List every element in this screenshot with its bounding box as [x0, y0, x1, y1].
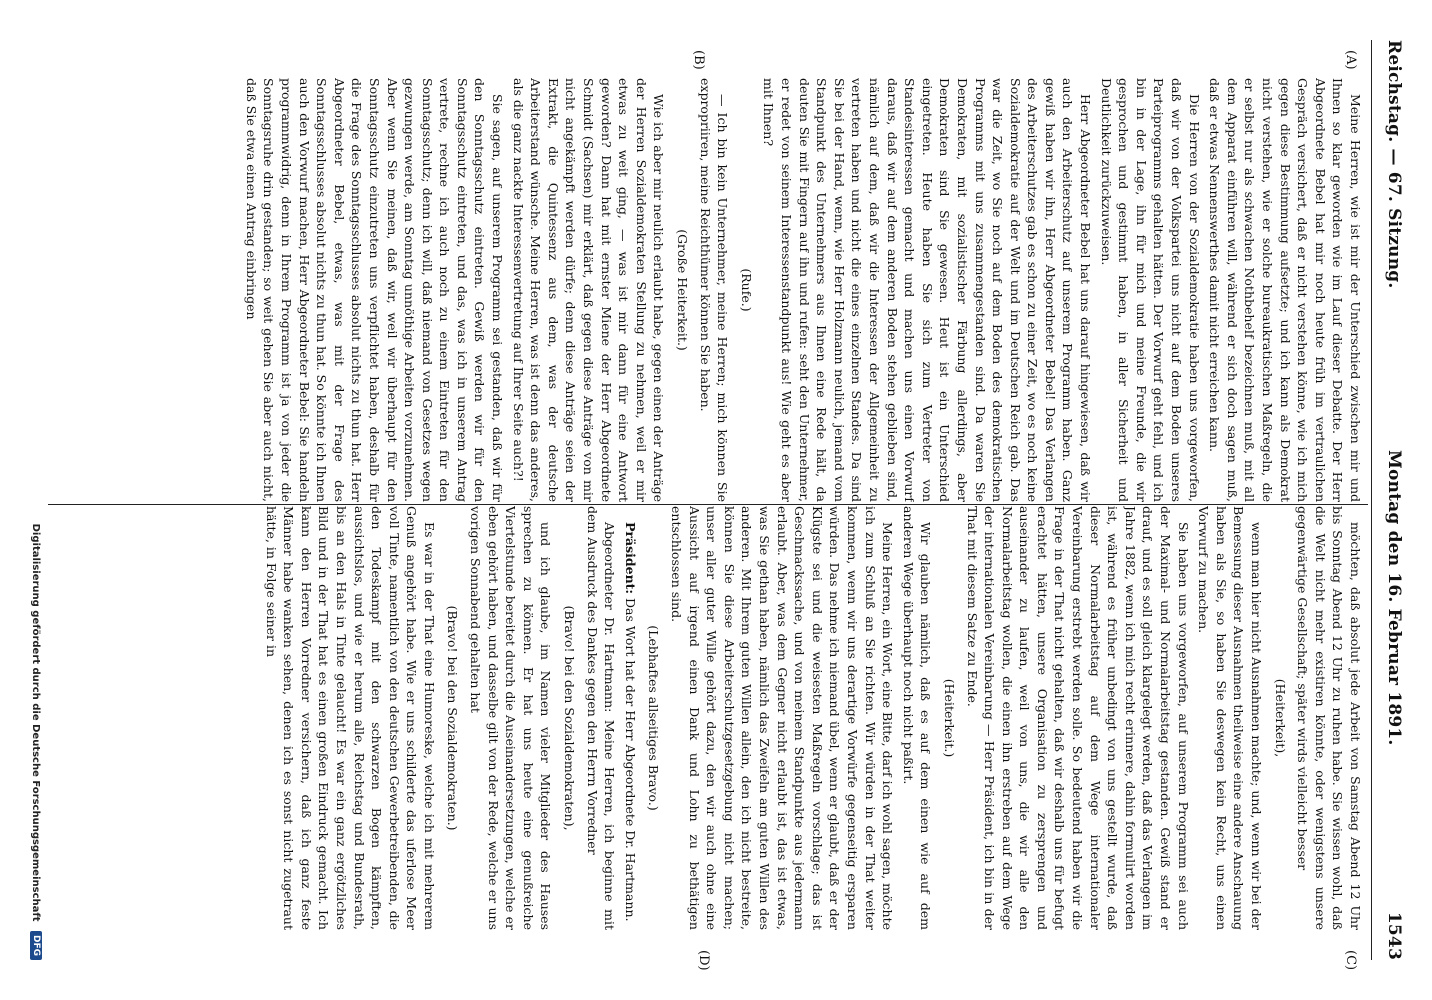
paragraph: Wir glauben nämlich, daß es auf dem einen wie auf dem anderen Wege überhaupt noch nicht paßirt. [900, 506, 934, 930]
rotated-page [6, 10, 1426, 990]
page-header [1374, 40, 1404, 960]
stage-direction: (Bravo! bei den Sozialdemokraten), [562, 605, 578, 831]
left-column [64, 78, 1364, 502]
paragraph: möchten, daß absolut jede Arbeit von Samstag Abend 12 Uhr bis Sonntag Abend 12 Uhr zu ruhen habe. Sie wissen wohl, daß die Welt nicht mehr existiren könnte, oder wenigstens unsere gegenwärtige Gesellschaft; später wirds vielleicht besser [1295, 506, 1363, 930]
paragraph: Wie ich aber mir neulich erlaubt habe, gegen einen der Anträge der Herren Sozialdemokraten Stellung zu nehmen, weil er mir etwas zu weit ging, — was ist mir dann für eine Antwort geworden? Dann hat mit ernster Miene der Herr Abgeordnete Schmidt (Sachsen) mir erklärt, daß gegen diese Anträge von mir nicht angekämpft werden dürfe; denn diese Anträge seien der Extrakt, die Quintessenz aus dem, was der deutsche Arbeiterstand wünsche. Meine Herren, was ist denn das anderes, als die ganz nackte Interessenvertretung auf Ihrer Seite auch?! [510, 78, 667, 502]
paragraph: Herr Abgeordneter Bebel hat uns darauf hingewiesen, daß wir auch den Arbeiterschutz auf unserem Programm haben. Ganz gewiß haben wir ihn, Herr Abgeordneter Bebel! Das Verlangen des Arbeiterschutzes gab es schon zu einer Zeit, wo es noch keine Sozialdemokratie auf der Welt und im Deutschen Reich gab. Das war die Zeit, wo Sie noch auf dem Boden des demokratischen Programms mit uns zusammengestanden sind. Da waren Sie Demokraten, mit sozialistischer Färbung allerdings, aber Demokraten sind Sie gewesen. Heut ist ein Unterschied eingetreten. Heute haben Sie sich zum Vertreter von Standesinteressen gemacht und machen uns einen Vorwurf daraus, daß wir auf dem anderen Boden stehen geblieben sind, nämlich auf dem, daß wir die Interessen der Allgemeinheit zu vertreten haben und nicht die eines einzelnen Standes. Da sind Sie bei der Hand, wenn, wie Herr Holzmann neulich, jemand vom Standpunkt des Unternehmers aus Ihnen eine Rede hält, da deuten Sie mit Fingern auf ihn und rufen: seht den Unternehmer, er redet von seinem Interessenstandpunkt aus! Wie geht es aber mit Ihnen? [761, 78, 1094, 502]
page-number: 1543 [1384, 911, 1404, 960]
speaker-text: Das Wort hat der Herr Abgeordnete Dr. Hartmann. [622, 598, 638, 922]
paragraph: wenn man hier nicht Ausnahmen machte; und, wenn wir bei der Bemessung dieser Ausnahmen theilweise eine andere Anschauung haben als Sie, so haben Sie deswegen kein Recht, uns einen Vorwurf zu machen. [1196, 506, 1265, 930]
stage-direction: (Große Heiterkeit.) [675, 229, 691, 351]
footer-credit: Digitalisierung gefördert durch die Deutsche Forschungsgemeinschaft [30, 523, 41, 922]
paragraph: Sie sagen, auf unserem Programm sei gestanden, daß wir für den Sonntagsschutz eintreten. Gewiß werden wir für den Sonntagsschutz eintreten, und das, was ich in unserem Antrag vertrete, rechne ich auch noch zu einem Eintreten für den Sonntagsschutz; denn ich will, daß niemand von Gesetzes wegen gezwungen werde, am Sonntag unnöthige Arbeiten vorzunehmen. Aber wenn Sie meinen, daß wir, weil wir überhaupt für den Sonntagsschutz einzutreten uns verpflichtet haben, deshalb für die Frage des Sonntagsschlusses absolut nichts zu thun hat. Herr Abgeordneter Bebel, etwas, was mit der Frage des Sonntagsschlusses absolut nichts zu thun hat. So könnte ich Ihnen auch den Vorwurf machen, Herr Abgeordneter Bebel: Sie handeln programmwidrig, denn in Ihrem Programm ist ja von jeder die Sonntagsruhe drin gestanden; so weit gehen Sie aber auch nicht, daß Sie etwa einen Antrag einbringen [243, 78, 506, 502]
paragraph: Meine Herren, ein Wort, eine Bitte, darf ich wohl sagen, möchte ich zum Schluß an Sie richten. Wir würden in der That weiter kommen, wenn wir uns derartige Vorwürfe gegenseitig ersparen würden. Das nehme ich niemand übel, wenn er glaubt, daß er der Klügste sei und die weisesten Maßregeln vorschlage; das ist Geschmackssache, und von meinem Standpunkte aus jedermann erlaubt. Aber, was dem Gegner nicht erlaubt ist, das ist etwas, was Sie gethan haben, nämlich das Zweifeln am guten Willen des anderen. Mit Ihrem guten Willen allein, den ich nicht bestreite, können Sie diese Arbeiterschutzgesetzgebung nicht machen; unser aller guter Wille gehört dazu, den wir auch ohne eine Aussicht auf irgend einen Dank und Lohn zu bethätigen entschlossen sind. [669, 506, 896, 930]
dfg-logo: DFG [30, 931, 42, 960]
header-date: Montag den 16. Februar 1891. [1384, 450, 1404, 746]
paragraph: und ich glaube, im Namen vieler Mitglieder des Hauses sprechen zu können. Er hat uns heute eine genußreiche Viertelstunde bereitet durch die Auseinandersetzungen, welche er eben gehört haben, und dasselbe gilt von der Rede, welche er uns vorigen Sonnabend gehalten hat [468, 506, 554, 930]
paragraph: Meine Herren, wie ist mir der Unterschied zwischen mir und Ihnen so klar geworden wie im Lauf dieser Debatte. Der Herr Abgeordnete Bebel hat mir noch heute früh im vertraulichen Gespräch versichert, daß er nicht verstehen könne, wie ich mich gegen diese Bestimmung aufsetzte; und ich kann als Demokrat nicht verstehen, wie er solche bureaukratischen Maßregeln, die er selbst nur als schwachen Nothbehelf bezeichnen muß, mit all dem Apparat einführen will, während er sich doch sagen muß, daß er etwas Nennenswerthes damit nicht erreichen kann. [1207, 78, 1363, 502]
paragraph: — Ich bin kein Unternehmer, meine Herren; mich können Sie expropriiren, meine Reichthümer können Sie haben. [697, 78, 731, 502]
column-divider [48, 504, 1368, 505]
stage-direction: (Rufe.) [738, 268, 754, 312]
margin-marker-c: (C) [1343, 950, 1358, 971]
margin-marker-a: (A) [1343, 50, 1358, 70]
paragraph: Sie haben uns vorgeworfen, auf unserem Programm sei auch der Maximal- und Normalarbeitstag gestanden. Gewiß stand er drauf, und es soll gleich klargelegt werden, daß das Verlangen im Jahre 1882, wenn ich mich recht erinnere, dahin formulirt worden ist, während es früher unbedingt von uns gestellt wurde, daß dieser Normalarbeitstag auf dem Wege internationaler Vereinbarung erstrebt werden solle. So bedeutend haben wir die Frage in der That nicht gehalten, daß wir deshalb uns für befugt erachtet hätten, unsere Organisation zu zersprengen und auseinander zu laufen, weil von uns, die wir alle den Normalarbeitstag wollen, die einen ihn erstreben auf dem Wege der internationalen Vereinbarung — Herr Präsident, ich bin in der That mit diesem Satze zu Ende. [964, 506, 1191, 930]
stage-direction: (Heiterkeit), [1272, 678, 1288, 758]
paragraph: Abgeordneter Dr. Hartmann: Meine Herren, ich beginne mit dem Ausdruck des Dankes gegen den Herrn Vorredner [584, 506, 618, 930]
header-session: Reichstag. — 67. Sitzung. [1384, 40, 1404, 289]
paragraph: Die Herren von der Sozialdemokratie haben uns vorgeworfen, daß wir von der Volkspartei uns nicht auf dem Boden unseres Parteiprogramms gehalten hätten. Der Vorwurf geht fehl, und ich bin in der Lage, ihn für mich und meine Freunde, die wir gesprochen und gestimmt haben, in aller Sicherheit und Deutlichkeit zurückzuweisen. [1098, 78, 1202, 502]
margin-marker-d: (D) [696, 950, 711, 971]
margin-marker-b: (B) [691, 50, 706, 70]
stage-direction: (Heiterkeit.) [941, 678, 957, 758]
paragraph: Es war in der That eine Humoreske, welche ich mit mehrerem Genuß angehört habe. Wie er uns schilderte das uferlose Meer voll Tinte, namentlich von den deutschen Gewerbetreibenden, die den Todeskampf mit den schwarzen Bogen kämpften, aussichtslos, und wie er herum alle, Reichstag und Bundesrath, bis an den Hals in Tinte gelaucht! Es war ein ganz ergötzliches Bild und in der That hat es einen großen Eindruck gemacht. Ich kann den Herren Vorredner versichern, daß ich ganz feste Männer habe wanken sehen, denen ich es sonst nicht zugetraut hätte, in Folge seiner in [263, 506, 437, 930]
stage-direction: (Bravo! bei den Sozialdemokraten.) [445, 605, 461, 831]
right-column [64, 506, 1364, 930]
header-rule [1371, 40, 1372, 960]
digitization-footer [30, 40, 42, 960]
speaker-name: Präsident: [622, 522, 638, 595]
speaker-paragraph [621, 506, 639, 930]
stage-direction: (Lebhaftes allseitiges Bravo.) [646, 625, 662, 811]
